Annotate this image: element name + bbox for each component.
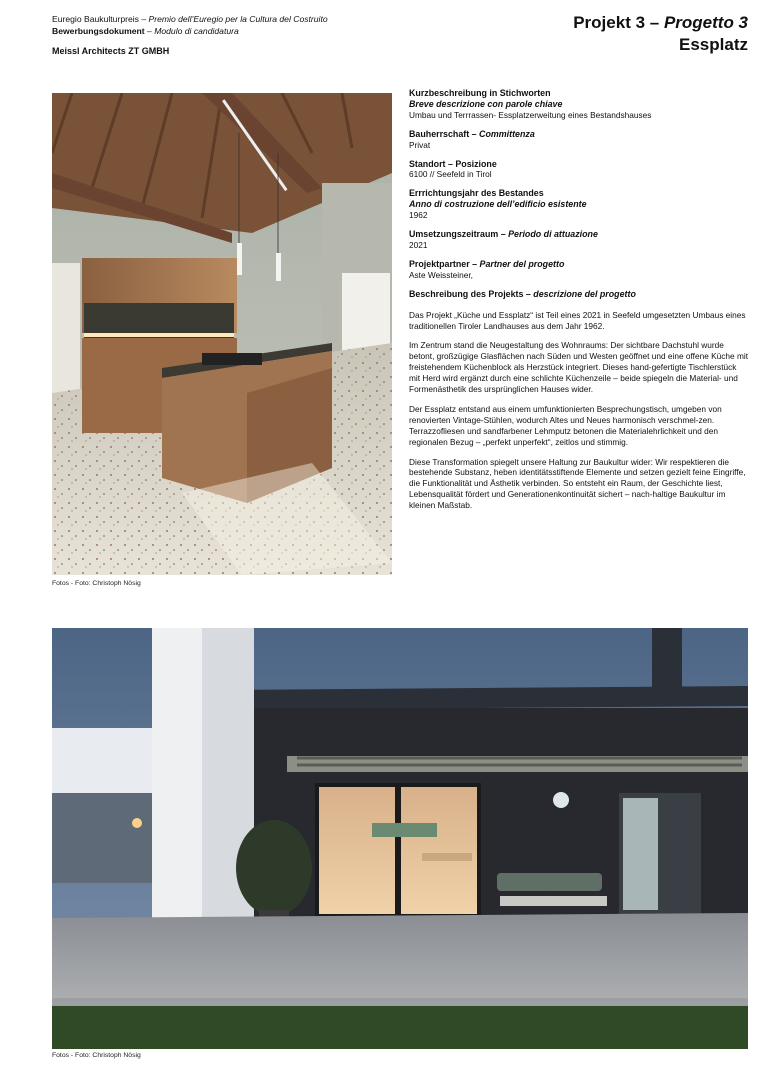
photo-caption-1: Fotos - Foto: Christoph Nösig bbox=[52, 580, 141, 587]
description-paragraph: Diese Transformation spiegelt unsere Haltung zur Baukultur wider: Wir respektieren die bestehende Substanz, heben identitätsstiftende Elemente und setzen gezielt feine Eingriffe, die Funktionalität und Ästhetik verbinden. So entsteht ein Raum, der Geschichte liest, Lebensqualität fördert und Generationenkontinuität sichert – nach-haltige Baukultur im kleinen Maßstab. bbox=[409, 456, 746, 511]
field-implementation-period: Umsetzungszeitraum – Periodo di attuazione 2021 bbox=[409, 229, 598, 250]
field-client: Bauherrschaft – Committenza Privat bbox=[409, 128, 535, 150]
project-info bbox=[409, 88, 749, 520]
project-name: Essplatz bbox=[679, 35, 748, 54]
field-short-description: Kurzbeschreibung in Stichworten Breve descrizione con parole chiave Umbau und Terrrassen- Essplatzerweitung eines Bestandshauses bbox=[409, 88, 652, 120]
field-construction-year: Errrichtungsjahr des Bestandes Anno di costruzione dell’edificio esistente 1962 bbox=[409, 188, 587, 221]
description-paragraph: Der Essplatz entstand aus einem umfunktionierten Besprechungstisch, umgeben von renovierten Vintage-Stühlen, wodurch Altes und Neues harmonisch verschmel-zen. Terrazzofliesen und sandfarbener Lehmputz betonen die Materialehrlichkeit und den regionalen Bezug – „perfekt unperfekt“, zeitlos und stimmig. bbox=[409, 403, 722, 447]
photo-caption-2: Fotos - Foto: Christoph Nösig bbox=[52, 1052, 141, 1059]
field-location: Standort – Posizione 6100 // Seefeld in Tirol bbox=[409, 158, 497, 180]
description-heading: Beschreibung des Projekts – descrizione del progetto bbox=[409, 288, 636, 299]
header-line-prize: Euregio Baukulturpreis – Premio dell’Euregio per la Cultura del Costruito bbox=[52, 14, 328, 24]
description-paragraph: Das Projekt „Küche und Essplatz“ ist Teil eines 2021 in Seefeld umgesetzten Umbaus eines traditionellen Tiroler Landhauses aus dem Jahr 1962. bbox=[409, 309, 746, 331]
field-project-partner: Projektpartner – Partner del progetto Aste Weissteiner, bbox=[409, 258, 565, 280]
header-line-document: Bewerbungsdokument – Modulo di candidatura bbox=[52, 25, 239, 36]
organization-name: Meissl Architects ZT GMBH bbox=[52, 46, 170, 56]
project-title: Projekt 3 – Progetto 3 Essplatz bbox=[573, 13, 748, 54]
document-header bbox=[52, 14, 328, 58]
kitchen-interior-photo bbox=[52, 93, 392, 575]
exterior-terrace-photo bbox=[52, 628, 748, 1049]
exterior-photo-illustration bbox=[52, 628, 748, 1049]
description-paragraph: Im Zentrum stand die Neugestaltung des Wohnraums: Der sichtbare Dachstuhl wurde betont, großzügige Glasflächen nach Süden und Westen geöffnet und eine offene Küche mit freistehendem Küchenblock als Herzstück integriert. Dieses hand-gefertigte Tischlerstück mit Herd wird ergänzt durch eine schlichte Küchenzeile – beide spiegeln die Material- und Formenästhetik des ursprünglichen Hauses wider. bbox=[409, 340, 749, 395]
kitchen-photo-illustration bbox=[52, 93, 392, 575]
